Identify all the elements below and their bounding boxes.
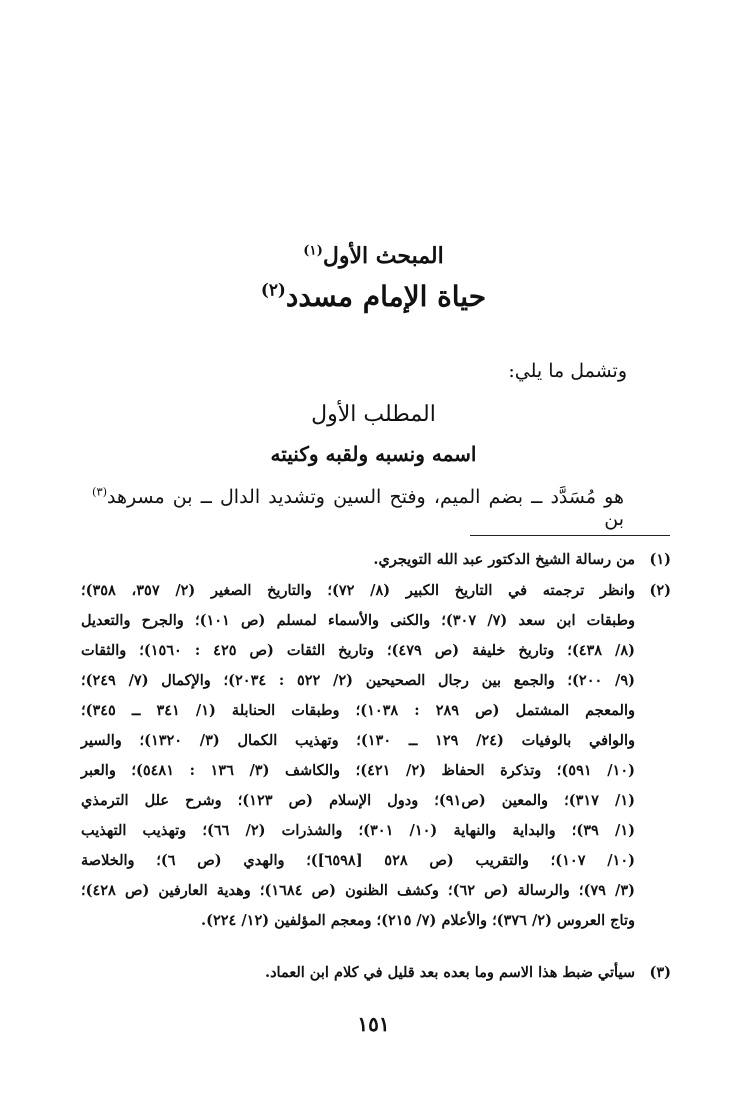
footnote-text (81, 545, 635, 575)
footnote-number: (١) (649, 551, 671, 568)
footnote-ref-2: (٢) (260, 279, 286, 300)
footnote-line: (٨/ ٤٣٨)؛ وتاريخ خليفة (ص ٤٧٩)؛ وتاريخ الثقات (ص ٤٢٥ : ١٥٦٠)؛ والثقات (81, 642, 636, 659)
footnote-line: (٣/ ٧٩)؛ والرسالة (ص ٦٢)؛ وكشف الظنون (ص ١٦٨٤)؛ وهدية العارفين (ص ٤٢٨)؛ (81, 882, 635, 899)
body-paragraph (92, 486, 624, 530)
footnote-line: سيأتي ضبط هذا الاسم وما بعده بعد قليل في كلام ابن العماد. (265, 964, 635, 981)
footnote-text (81, 576, 635, 936)
footnote-line: (١٠/ ١٠٧)؛ والتقريب (ص ٥٢٨ [٦٥٩٨])؛ والهدي (ص ٦)؛ والخلاصة (81, 852, 635, 869)
body-text-end: بن (604, 508, 624, 530)
main-title-text: حياة الإمام مسدد (285, 280, 487, 313)
footnote-line: والوافي بالوفيات (٢٤/ ١٢٩ ــ ١٣٠)؛ وتهذيب الكمال (٣/ ١٣٢٠)؛ والسير (81, 732, 635, 749)
sub-heading: المطلب الأول (311, 402, 436, 427)
footnote-line: والمعجم المشتمل (ص ٢٨٩ : ١٠٣٨)؛ وطبقات الحنابلة (١/ ٣٤١ ــ ٣٤٥)؛ (81, 702, 635, 719)
footnote-ref-1: (١) (303, 243, 323, 259)
footnote-ref-3: (٣) (92, 484, 108, 499)
section-heading-text: المبحث الأول (322, 243, 444, 269)
footnote-divider (470, 535, 670, 536)
footnote-line: وتاج العروس (٢/ ٣٧٦)؛ والأعلام (٧/ ٢١٥)؛ ومعجم المؤلفين (١٢/ ٢٢٤). (201, 912, 635, 929)
footnote (81, 958, 671, 988)
page-number: ١٥١ (357, 1012, 390, 1036)
footnote (81, 576, 671, 936)
footnote-line: (١/ ٣٩)؛ والبداية والنهاية (١٠/ ٣٠١)؛ والشذرات (٢/ ٦٦)؛ وتهذيب التهذيب (81, 822, 635, 839)
main-title (0, 280, 747, 313)
footnote-line: (٩/ ٢٠٠)؛ والجمع بين رجال الصحيحين (٢/ ٥٢٢ : ٢٠٣٤)؛ والإكمال (٧/ ٢٤٩)؛ (81, 672, 635, 689)
footnote (81, 545, 671, 575)
footnote-line: وانظر ترجمته في التاريخ الكبير (٨/ ٧٢)؛ والتاريخ الصغير (٢/ ٣٥٧، ٣٥٨)؛ (81, 582, 635, 599)
footnote-number: (٣) (649, 964, 671, 981)
body-text: هو مُسَدَّد ــ بضم الميم، وفتح السين وتشديد الدال ــ بن مسرهد (107, 486, 624, 508)
section-heading (0, 243, 747, 269)
footnote-text (81, 958, 635, 988)
footnote-line: وطبقات ابن سعد (٧/ ٣٠٧)؛ والكنى والأسماء لمسلم (ص ١٠١)؛ والجرح والتعديل (81, 612, 635, 629)
footnote-line: من رسالة الشيخ الدكتور عبد الله التويجري. (373, 551, 635, 568)
footnote-number: (٢) (649, 582, 671, 599)
intro-text: وتشمل ما يلي: (508, 360, 627, 382)
footnote-line: (١٠/ ٥٩١)؛ وتذكرة الحفاظ (٢/ ٤٢١)؛ والكاشف (٣/ ١٣٦ : ٥٤٨١)؛ والعبر (81, 762, 635, 779)
sub-title: اسمه ونسبه ولقبه وكنيته (270, 442, 477, 466)
footnote-line: (١/ ٣١٧)؛ والمعين (ص٩١)؛ ودول الإسلام (ص ١٢٣)؛ وشرح علل الترمذي (81, 792, 635, 809)
